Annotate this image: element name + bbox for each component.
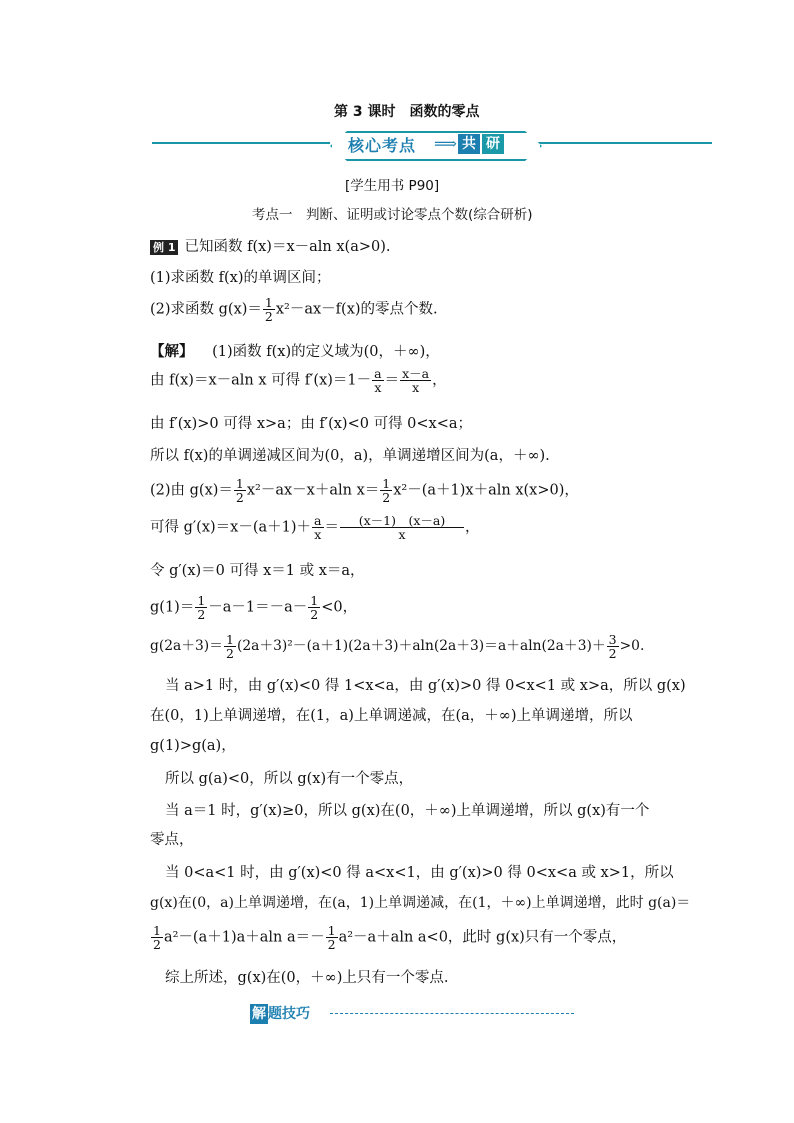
solution-line-7: 令 g′(x)＝0 可得 x＝1 或 x＝a， — [150, 563, 365, 579]
fraction-den: 2 — [608, 646, 617, 661]
solution-l2: 由 f(x)＝x－aln x 可得 f′(x)＝1－ — [150, 372, 372, 389]
case-a-eq-1-line-2: 零点， — [150, 832, 194, 848]
fraction-x-minus-a-over-x — [400, 367, 431, 394]
fraction-den: x — [412, 380, 420, 395]
solution-p4-l3b: a²－(a＋1)a＋aln a＝－ — [163, 929, 325, 946]
fraction-half — [326, 924, 338, 951]
solution-l1: (1)函数 f(x)的定义域为(0，＋∞)， — [212, 344, 440, 360]
fraction-num: 1 — [225, 632, 234, 647]
fraction-half — [380, 477, 392, 504]
fraction-half — [195, 594, 207, 621]
fraction-num: 1 — [382, 476, 391, 491]
tip-header — [250, 1003, 310, 1025]
section-banner — [330, 131, 538, 159]
solution-p4-l3c: a²－a＋aln a<0，此时 g(x)只有一个零点， — [338, 929, 627, 946]
case-a-eq-1-line-1: 当 a＝1 时，g′(x)≥0，所以 g(x)在(0，＋∞)上单调递增，所以 g(x)有一个 — [165, 803, 650, 819]
fraction-den: 2 — [327, 937, 336, 952]
solution-line-2: 由 f(x)＝x－aln x 可得 f′(x)＝1－ $\frac{a}{x}$ ＝ $\frac{x-a}{x}$ ， — [150, 366, 447, 395]
case-a-gt-1-conclusion: 所以 g(a)<0，所以 g(x)有一个零点， — [165, 771, 414, 787]
final-conclusion: 综上所述，g(x)在(0，＋∞)上只有一个零点. — [165, 970, 449, 986]
fraction-half — [151, 924, 163, 951]
solution-l9c: >0. — [619, 638, 645, 654]
fraction-num: (x－1) (x－a) — [340, 514, 464, 528]
solution-line-4: 所以 f(x)的单调递减区间为(0，a)，单调递增区间为(a，＋∞). — [150, 448, 550, 464]
solution-l8a: g(1)＝ — [150, 599, 195, 616]
solution-line-8 — [150, 594, 357, 621]
fraction-half — [308, 594, 320, 621]
solution-l9b: (2a＋3)²－(a＋1)(2a＋3)＋aln(2a＋3)＝a＋aln(2a＋3)＋ — [236, 638, 606, 654]
fraction-num: 1 — [264, 295, 273, 310]
example-stem: 已知函数 f(x)＝x－aln x(a>0). — [184, 239, 391, 255]
solution-l8c: <0， — [321, 599, 358, 616]
case-a-lt-1-line-3 — [150, 924, 626, 951]
book-reference: [学生用书 P90] — [345, 178, 440, 194]
question-2-prefix: (2)求函数 g(x)＝ — [150, 301, 262, 318]
solution-l9a: g(2a＋3)＝ — [150, 638, 223, 654]
fraction-den: 2 — [197, 607, 206, 622]
fraction-a-over-x — [372, 367, 383, 394]
fraction-den: 2 — [235, 490, 244, 505]
fraction-num: 1 — [153, 923, 161, 938]
solution-line-1 — [150, 342, 440, 362]
arrow-icon: ⟹ — [434, 134, 457, 153]
fraction-num: 1 — [235, 476, 244, 491]
solution-l8b: －a－1＝－a－ — [208, 599, 308, 616]
fraction-half — [263, 296, 275, 323]
fraction-a-over-x — [312, 514, 323, 541]
fraction-den: x — [374, 380, 382, 395]
fraction-half — [224, 633, 236, 660]
case-a-lt-1-line-2: g(x)在(0，a)上单调递增，在(a，1)上单调递减，在(1，＋∞)上单调递增，此时 g(a)＝ — [150, 895, 691, 911]
solution-l6: 可得 g′(x)＝x－(a＋1)＋ — [150, 519, 312, 536]
example-stem-line — [150, 237, 390, 257]
solution-line-6: 可得 g′(x)＝x－(a＋1)＋ $\frac{a}{x}$ ＝ $\frac{(x-1) (x-a)}{x}$ ， — [150, 513, 480, 542]
solution-line-9 — [150, 633, 644, 660]
fraction-num: 1 — [327, 923, 336, 938]
question-1: (1)求函数 f(x)的单调区间； — [150, 270, 331, 286]
case-a-gt-1-line-2: 在(0，1)上单调递增，在(1，a)上单调递减，在(a，＋∞)上单调递增，所以 — [150, 708, 633, 724]
case-a-gt-1-line-1: 当 a>1 时，由 g′(x)<0 得 1<x<a，由 g′(x)>0 得 0<x<1 或 x>a，所以 g(x) — [165, 678, 686, 694]
solution-label: 【解】 — [150, 344, 194, 360]
solution-line-3: 由 f′(x)>0 可得 x>a；由 f′(x)<0 可得 0<x<a； — [150, 416, 473, 432]
fraction-num: a — [374, 366, 382, 381]
banner-text: 核心考点 — [348, 136, 417, 155]
case-a-gt-1-line-3: g(1)>g(a)， — [150, 738, 236, 754]
fraction-product-over-x — [340, 514, 464, 541]
tip-dashed-line — [330, 1013, 574, 1014]
banner-line-right — [538, 142, 712, 144]
tip-box: 解 — [252, 1006, 266, 1022]
topic-title: 考点一 判断、证明或讨论零点个数(综合研析) — [252, 207, 533, 223]
fraction-three-half — [607, 633, 619, 660]
question-2-suffix: x²－ax－f(x)的零点个数. — [275, 301, 438, 318]
fraction-den: 2 — [153, 937, 161, 952]
fraction-den: 2 — [264, 309, 273, 324]
fraction-num: x－a — [402, 366, 430, 381]
tip-title: 题技巧 — [268, 1006, 310, 1022]
question-2 — [150, 296, 438, 323]
fraction-half — [234, 477, 246, 504]
banner-line-left — [152, 142, 330, 144]
banner-box-gong: 共 — [458, 134, 480, 154]
fraction-den: x — [314, 527, 322, 542]
fraction-den: 2 — [382, 490, 391, 505]
solution-l5b: x²－ax－x＋aln x＝ — [246, 482, 380, 499]
case-a-lt-1-line-1: 当 0<a<1 时，由 g′(x)<0 得 a<x<1，由 g′(x)>0 得 0<x<a 或 x>1，所以 — [165, 865, 674, 881]
example-badge: 例 1 — [150, 240, 178, 255]
fraction-den: 2 — [225, 646, 234, 661]
lesson-title: 第 3 课时 函数的零点 — [334, 104, 480, 120]
solution-line-5 — [150, 477, 579, 504]
solution-l5c: x²－(a＋1)x＋aln x(x>0)， — [393, 482, 579, 499]
fraction-num: 3 — [608, 632, 617, 647]
fraction-num: a — [314, 513, 322, 528]
fraction-num: 1 — [197, 593, 206, 608]
fraction-den: x — [398, 527, 406, 542]
banner-box-yan: 研 — [482, 134, 504, 154]
solution-l5a: (2)由 g(x)＝ — [150, 482, 233, 499]
fraction-num: 1 — [310, 593, 319, 608]
fraction-den: 2 — [310, 607, 319, 622]
